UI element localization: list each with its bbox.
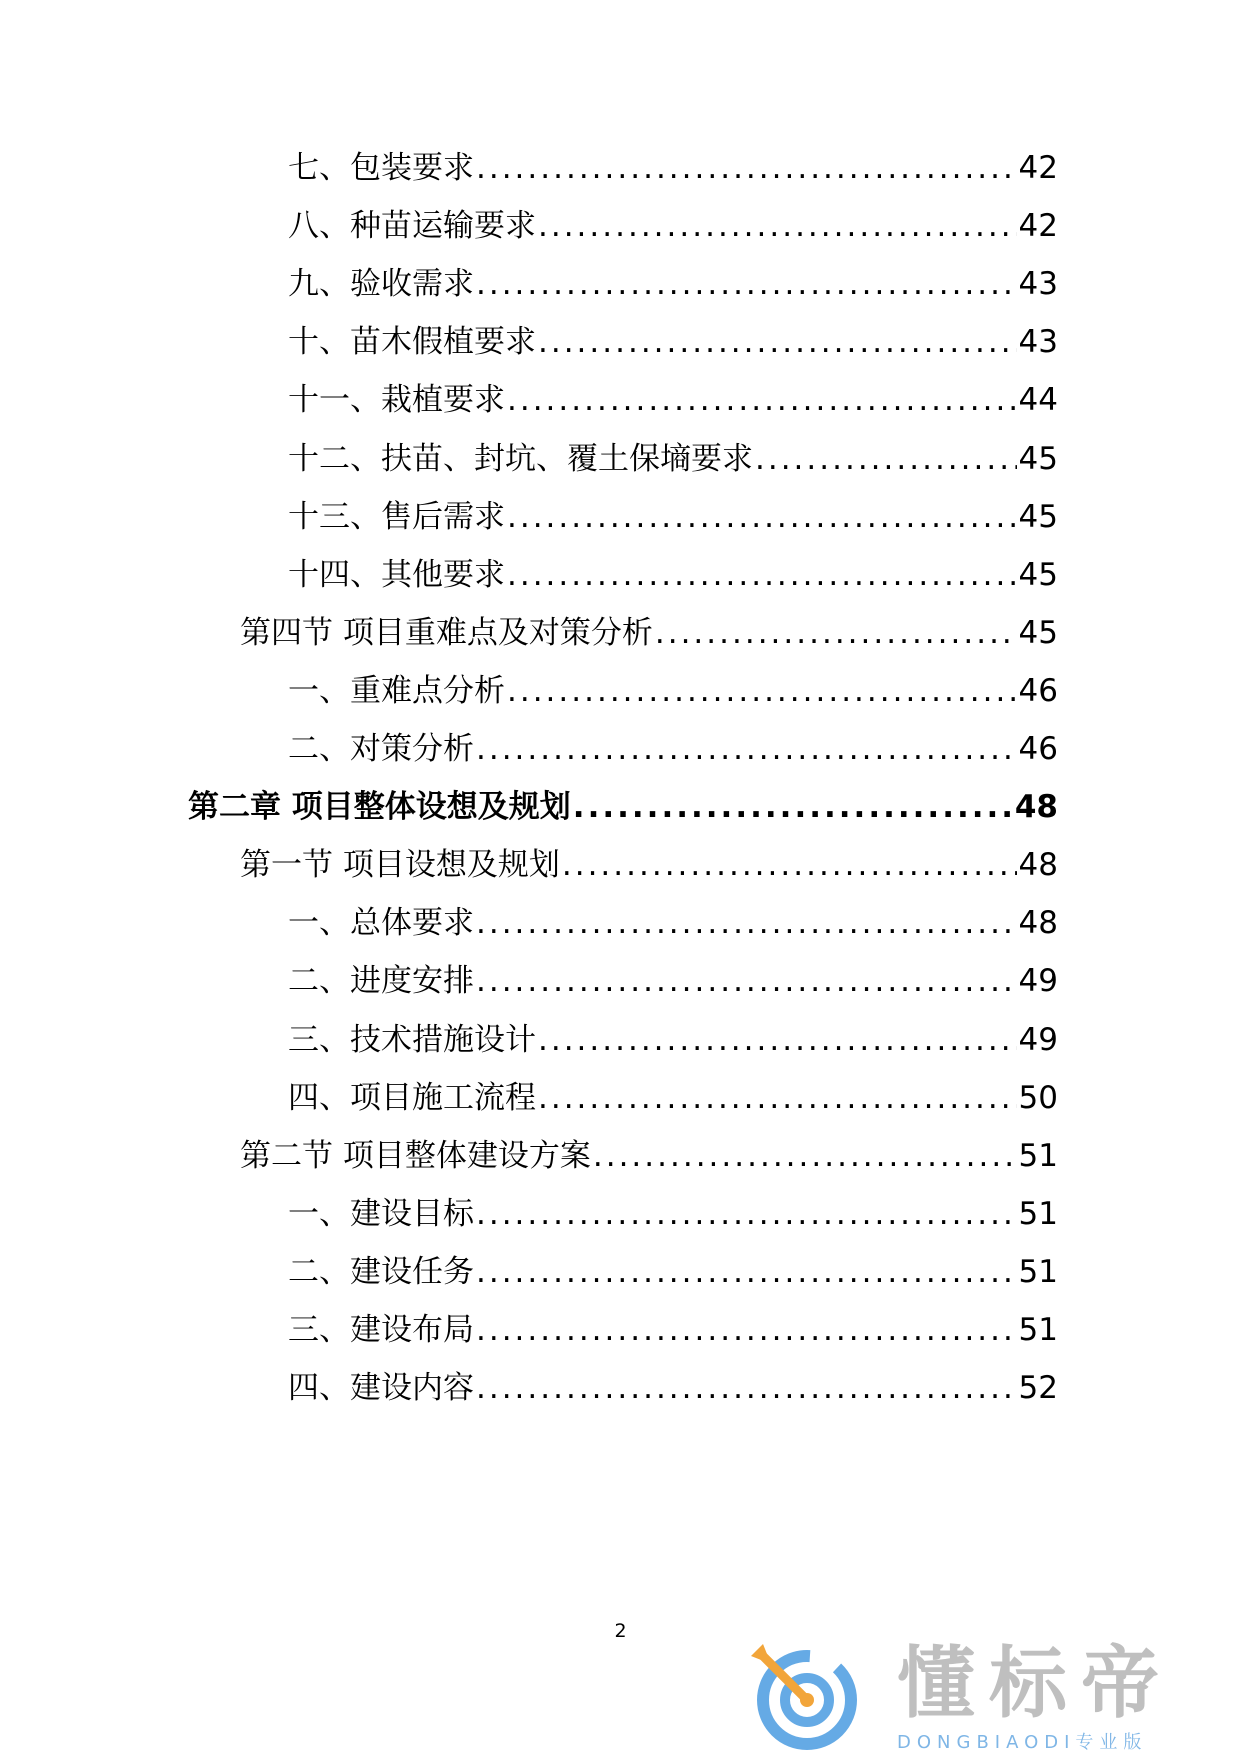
toc-item-row[interactable] (288, 666, 1058, 716)
page-number: 2 (614, 1620, 627, 1642)
toc-entry-page: 52 (1018, 1370, 1058, 1407)
toc-entry-page: 48 (1014, 789, 1058, 826)
toc-entry-title: 一、重难点分析 (288, 672, 505, 709)
toc-item-row[interactable] (288, 143, 1058, 193)
toc-entry-title: 三、建设布局 (288, 1312, 474, 1348)
toc-entry-title: 一、总体要求 (288, 905, 474, 942)
toc-entry-page: 50 (1018, 1079, 1058, 1116)
toc-entry-page: 43 (1018, 324, 1058, 361)
toc-entry-page: 43 (1018, 266, 1058, 303)
toc-item-row[interactable] (288, 724, 1058, 774)
toc-dot-leader (538, 201, 1017, 251)
watermark-subtitle: DONGBIAODI专业版 (897, 1732, 1148, 1753)
toc-entry-title: 二、建设任务 (288, 1253, 474, 1290)
toc-dot-leader (476, 898, 1017, 948)
toc-entry-page: 45 (1018, 440, 1058, 477)
toc-dot-leader (507, 492, 1017, 542)
toc-entry-title: 第四节 项目重难点及对策分析 (240, 614, 653, 651)
toc-section-row[interactable] (240, 608, 1058, 658)
toc-entry-page: 48 (1018, 905, 1058, 942)
toc-entry-title: 十三、售后需求 (288, 498, 505, 535)
toc-dot-leader (476, 724, 1017, 774)
toc-item-row[interactable] (288, 550, 1058, 600)
toc-dot-leader (507, 375, 1017, 425)
toc-entry-title: 十二、扶苗、封坑、覆土保墒要求 (288, 440, 753, 477)
toc-entry-title: 三、技术措施设计 (288, 1021, 536, 1058)
toc-entry-title: 第一节 项目设想及规划 (240, 847, 560, 884)
toc-entry-title: 九、验收需求 (288, 266, 474, 303)
toc-entry-title: 八、种苗运输要求 (288, 208, 536, 245)
toc-item-row[interactable] (288, 1015, 1058, 1065)
toc-entry-title: 第二章 项目整体设想及规划 (188, 789, 571, 826)
toc-dot-leader (538, 1015, 1017, 1065)
toc-item-row[interactable] (288, 492, 1058, 542)
toc-dot-leader (476, 1189, 1017, 1239)
toc-entry-title: 一、建设目标 (288, 1195, 474, 1232)
toc-entry-title: 四、项目施工流程 (288, 1079, 536, 1116)
toc-entry-page: 45 (1018, 498, 1058, 535)
toc-entry-title: 四、建设内容 (288, 1370, 474, 1407)
toc-entry-page: 45 (1018, 556, 1058, 593)
toc-dot-leader (476, 1247, 1017, 1297)
toc-entry-title: 二、进度安排 (288, 963, 474, 1000)
toc-dot-leader (538, 317, 1017, 367)
toc-entry-page: 42 (1018, 208, 1058, 245)
toc-chapter-row[interactable] (188, 782, 1058, 832)
toc-entry-page: 42 (1018, 150, 1058, 186)
toc-entry-page: 51 (1018, 1253, 1058, 1290)
toc-dot-leader (476, 1363, 1017, 1413)
toc-item-row[interactable] (288, 434, 1058, 484)
watermark (745, 1638, 1225, 1753)
target-logo-icon (745, 1638, 865, 1750)
toc-entry-page: 51 (1018, 1195, 1058, 1232)
toc-item-row[interactable] (288, 1073, 1058, 1123)
toc-item-row[interactable] (288, 1363, 1058, 1413)
toc-dot-leader (507, 666, 1017, 716)
toc-dot-leader (538, 1073, 1017, 1123)
toc-entry-title: 十、苗木假植要求 (288, 324, 536, 361)
toc-dot-leader (507, 550, 1017, 600)
toc-dot-leader (476, 259, 1017, 309)
toc-entry-page: 48 (1018, 847, 1058, 884)
toc-entry-page: 49 (1018, 1021, 1058, 1058)
toc-dot-leader (573, 782, 1013, 832)
toc-item-row[interactable] (288, 375, 1058, 425)
toc-item-row[interactable] (288, 1305, 1058, 1355)
toc-section-row[interactable] (240, 840, 1058, 890)
toc-item-row[interactable] (288, 1247, 1058, 1297)
toc-dot-leader (655, 608, 1017, 658)
toc-section-row[interactable] (240, 1131, 1058, 1181)
toc-dot-leader (476, 143, 1017, 193)
toc-entry-page: 49 (1018, 963, 1058, 1000)
toc-entry-page: 46 (1018, 731, 1058, 767)
toc-entry-title: 七、包装要求 (288, 150, 474, 186)
toc-item-row[interactable] (288, 317, 1058, 367)
toc-entry-page: 44 (1018, 382, 1058, 419)
toc-dot-leader (476, 1305, 1017, 1355)
toc-entry-page: 51 (1018, 1137, 1058, 1174)
watermark-brand: 懂标帝 (897, 1639, 1174, 1729)
toc-entry-title: 十一、栽植要求 (288, 382, 505, 419)
toc-item-row[interactable] (288, 259, 1058, 309)
toc-item-row[interactable] (288, 898, 1058, 948)
toc-item-row[interactable] (288, 956, 1058, 1006)
toc-dot-leader (562, 840, 1017, 890)
toc-entry-title: 二、对策分析 (288, 731, 474, 767)
toc-entry-page: 46 (1018, 672, 1058, 709)
toc-entry-page: 45 (1018, 614, 1058, 651)
toc-dot-leader (593, 1131, 1017, 1181)
toc-item-row[interactable] (288, 1189, 1058, 1239)
toc-dot-leader (755, 434, 1017, 484)
toc-entry-title: 第二节 项目整体建设方案 (240, 1137, 591, 1174)
toc-dot-leader (476, 956, 1017, 1006)
toc-item-row[interactable] (288, 201, 1058, 251)
toc-entry-title: 十四、其他要求 (288, 556, 505, 593)
toc-entry-page: 51 (1018, 1312, 1058, 1348)
